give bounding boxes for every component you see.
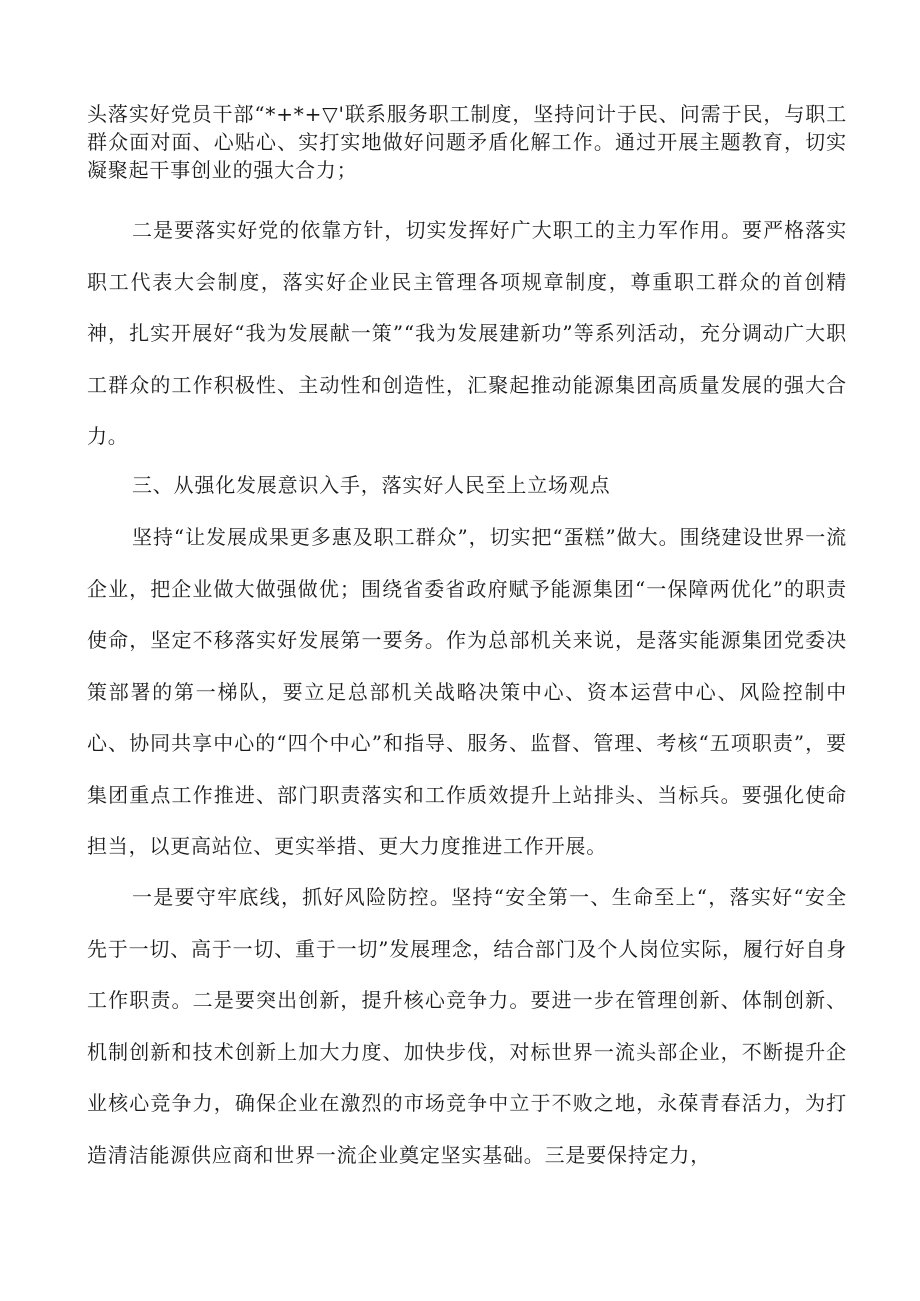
paragraph-points-list: 一是要守牢底线，抓好风险防控。坚持“安全第一、生命至上“，落实好“安全先于一切、高于一切、重于一切”发展理念，结合部门及个人岗位实际，履行好自身工作职责。二是要突出创新，提升核心竞争力。要进一步在管理创新、体制创新、机制创新和技术创新上加大力度、加快步伐，对标世界一流头部企业，不断提升企业核心竞争力，确保企业在激烈的市场竞争中立于不败之地，永葆青春活力，为打造清洁能源供应商和世界一流企业奠定坚实基础。三是要保持定力， xyxy=(87,885,847,1167)
paragraph-point-two: 二是要落实好党的依靠方针，切实发挥好广大职工的主力军作用。要严格落实职工代表大会制度，落实好企业民主管理各项规章制度，尊重职工群众的首创精神，扎实开展好“我为发展献一策”“我为发展建新功”等系列活动，充分调动广大职工群众的工作积极性、主动性和创造性，汇聚起推动能源集团高质量发展的强大合力。 xyxy=(87,218,847,448)
paragraph-section-three-body: 坚持“让发展成果更多惠及职工群众”，切实把“蛋糕”做大。围绕建设世界一流企业，把企业做大做强做优；围绕省委省政府赋予能源集团“一保障两优化”的职责使命，坚定不移落实好发展第一要务。作为总部机关来说，是落实能源集团党委决策部署的第一梯队，要立足总部机关战略决策中心、资本运营中心、风险控制中心、协同共享中心的“四个中心”和指导、服务、监督、管理、考核“五项职责”，要集团重点工作推进、部门职责落实和工作质效提升上站排头、当标兵。要强化使命担当，以更高站位、更实举措、更大力度推进工作开展。 xyxy=(87,525,847,858)
section-heading-three: 三、从强化发展意识入手，落实好人民至上立场观点 xyxy=(132,473,611,497)
paragraph-continuation: 头落实好党员干部“*+*+▽'联系服务职工制度，坚持问计于民、问需于民，与职工群众面对面、心贴心、实打实地做好问题矛盾化解工作。通过开展主题教育，切实凝聚起干事创业的强大合力； xyxy=(87,102,847,182)
